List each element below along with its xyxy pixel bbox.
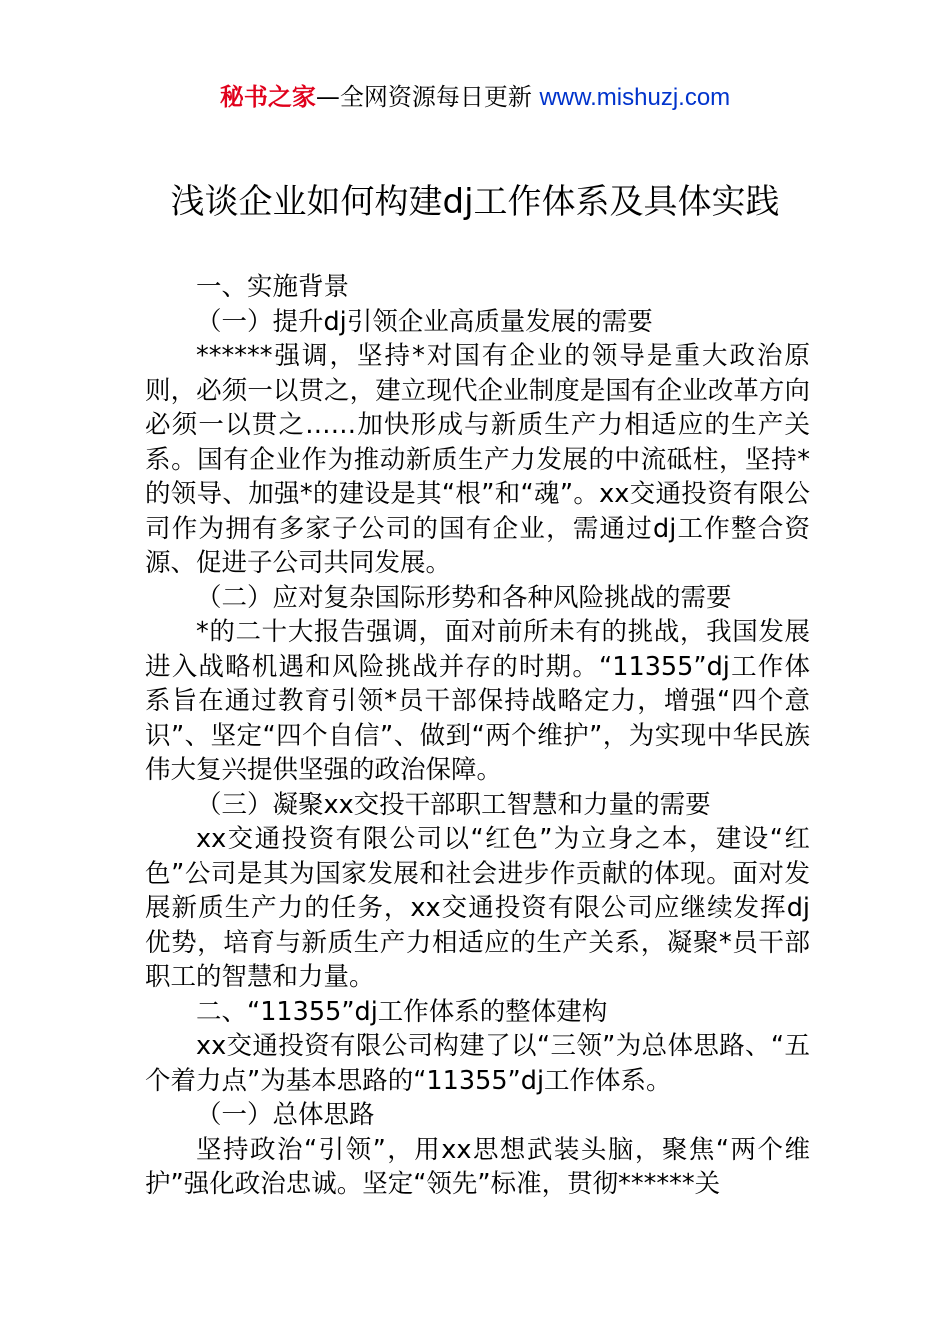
- subsection-heading: （三）凝聚xx交投干部职工智慧和力量的需要: [196, 789, 711, 820]
- body-paragraph: ******强调，坚持*对国有企业的领导是重大政治原则，必须一以贯之，建立现代企业制度是国有企业改革方向必须一以贯之……加快形成与新质生产力相适应的生产关系。国有企业作为推动新质生产力发展的中流砥柱，坚持*的领导、加强*的建设是其“根”和“魂”。xx交通投资有限公司作为拥有多家子公司的国有企业，需通过dj工作整合资源、促进子公司共同发展。: [145, 341, 810, 578]
- header-tagline: —全网资源每日更新: [315, 83, 540, 111]
- brand-name: 秘书之家: [219, 83, 316, 111]
- subsection-heading: （一）总体思路: [196, 1100, 375, 1130]
- subsection-heading: （一）提升dj引领企业高质量发展的需要: [196, 306, 653, 337]
- subsection-heading: （二）应对复杂国际形势和各种风险挑战的需要: [196, 582, 732, 613]
- body-paragraph: 坚持政治“引领”，用xx思想武装头脑，聚焦“两个维护”强化政治忠诚。坚定“领先”标准，贯彻******关: [145, 1134, 810, 1199]
- body-paragraph: xx交通投资有限公司构建了以“三领”为总体思路、“五个着力点”为基本思路的“11355”dj工作体系。: [145, 1031, 810, 1096]
- site-header: [0, 80, 950, 115]
- body-paragraph: xx交通投资有限公司以“红色”为立身之本，建设“红色”公司是其为国家发展和社会进步作贡献的体现。面对发展新质生产力的任务，xx交通投资有限公司应继续发挥dj优势，培育与新质生产力相适应的生产关系，凝聚*员干部职工的智慧和力量。: [145, 824, 810, 992]
- section-heading: 二、“11355”dj工作体系的整体建构: [196, 996, 608, 1027]
- body-paragraph: *的二十大报告强调，面对前所未有的挑战，我国发展进入战略机遇和风险挑战并存的时期。“11355”dj工作体系旨在通过教育引领*员干部保持战略定力，增强“四个意识”、坚定“四个自信”、做到“两个维护”，为实现中华民族伟大复兴提供坚强的政治保障。: [145, 617, 810, 785]
- section-heading: 一、实施背景: [196, 272, 350, 302]
- document-body: [145, 270, 810, 1202]
- site-url[interactable]: www.mishuzj.com: [539, 84, 731, 111]
- document-title: 浅谈企业如何构建dj工作体系及具体实践: [170, 182, 780, 222]
